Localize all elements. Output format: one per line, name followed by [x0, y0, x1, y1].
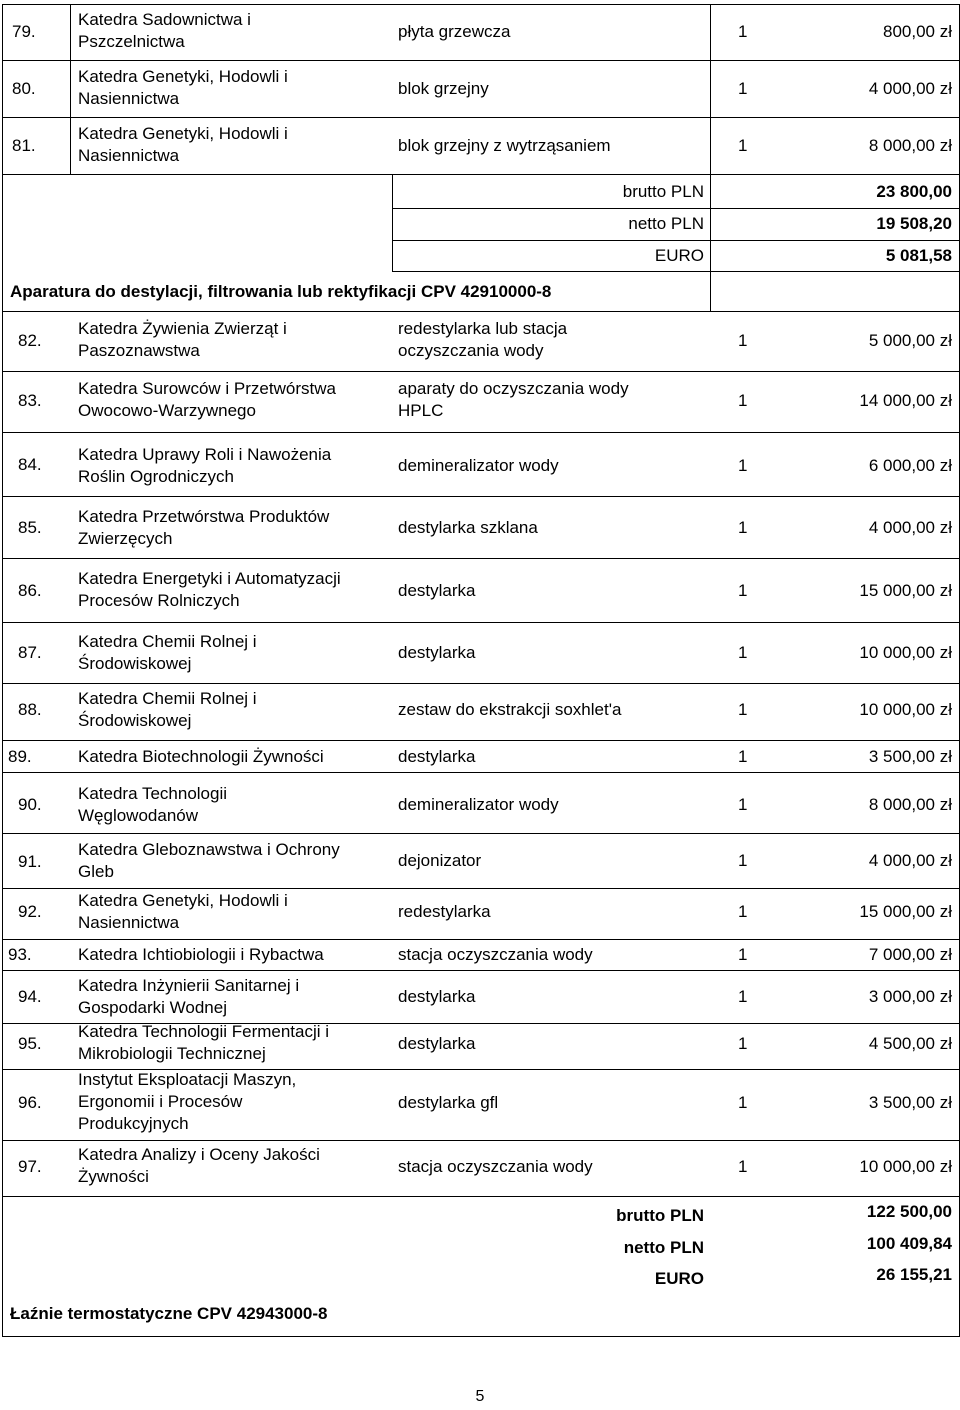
- row-number: 79.: [12, 22, 36, 41]
- item-name: redestylarka lub stacja oczyszczania wody: [398, 319, 568, 360]
- row-number: 96.: [18, 1093, 42, 1112]
- item-price: 4 000,00 zł: [868, 851, 952, 870]
- item-quantity: 1: [738, 902, 748, 921]
- department-name: Katedra Chemii Rolnej i Środowiskowej: [78, 632, 257, 673]
- department-name: Katedra Inżynierii Sanitarnej i Gospodarki Wodnej: [78, 976, 300, 1017]
- row-number: 87.: [18, 643, 42, 662]
- item-price: 4 000,00 zł: [868, 518, 952, 537]
- summary-label: EURO: [654, 246, 704, 265]
- item-quantity: 1: [738, 987, 748, 1006]
- row-number: 84.: [18, 455, 42, 474]
- item-quantity: 1: [738, 79, 748, 98]
- item-name: destylarka szklana: [398, 518, 538, 537]
- item-price: 10 000,00 zł: [859, 643, 952, 662]
- item-quantity: 1: [738, 331, 748, 350]
- summary-label: netto PLN: [628, 214, 704, 233]
- section-title: Aparatura do destylacji, filtrowania lub rektyfikacji CPV 42910000-8: [10, 282, 552, 301]
- item-name: blok grzejny z wytrząsaniem: [398, 136, 611, 155]
- item-quantity: 1: [738, 1157, 748, 1176]
- row-number: 88.: [18, 700, 42, 719]
- summary-label: brutto PLN: [622, 182, 704, 201]
- row-number: 95.: [18, 1034, 42, 1053]
- item-quantity: 1: [738, 1093, 748, 1112]
- item-name: redestylarka: [398, 902, 491, 921]
- summary-value: 100 409,84: [866, 1234, 952, 1253]
- department-name: Katedra Energetyki i Automatyzacji Procesów Rolniczych: [78, 569, 341, 610]
- summary-value: 26 155,21: [876, 1265, 952, 1284]
- department-name: Katedra Sadownictwa i Pszczelnictwa: [78, 10, 251, 51]
- item-name: destylarka gfl: [398, 1093, 499, 1112]
- item-name: płyta grzewcza: [398, 22, 511, 41]
- item-price: 15 000,00 zł: [859, 902, 952, 921]
- item-name: demineralizator wody: [398, 795, 559, 814]
- row-number: 86.: [18, 581, 42, 600]
- item-price: 3 500,00 zł: [868, 747, 952, 766]
- item-quantity: 1: [738, 518, 748, 537]
- item-quantity: 1: [738, 136, 748, 155]
- item-price: 10 000,00 zł: [859, 1157, 952, 1176]
- section-title: Łaźnie termostatyczne CPV 42943000-8: [10, 1304, 328, 1323]
- item-quantity: 1: [738, 22, 748, 41]
- row-number: 82.: [18, 331, 42, 350]
- department-name: Katedra Ichtiobiologii i Rybactwa: [78, 945, 324, 964]
- item-name: stacja oczyszczania wody: [398, 1157, 593, 1176]
- row-number: 97.: [18, 1157, 42, 1176]
- item-name: aparaty do oczyszczania wody HPLC: [398, 379, 629, 420]
- department-name: Katedra Genetyki, Hodowli i Nasiennictwa: [78, 124, 288, 165]
- item-name: dejonizator: [398, 851, 482, 870]
- item-price: 5 000,00 zł: [868, 331, 952, 350]
- item-name: destylarka: [398, 643, 476, 662]
- item-name: zestaw do ekstrakcji soxhlet'a: [398, 700, 622, 719]
- department-name: Katedra Genetyki, Hodowli i Nasiennictwa: [78, 67, 288, 108]
- item-price: 8 000,00 zł: [868, 795, 952, 814]
- item-price: 3 500,00 zł: [868, 1093, 952, 1112]
- department-name: Katedra Technologii Fermentacji i Mikrobiologii Technicznej: [78, 1022, 330, 1063]
- item-price: 3 000,00 zł: [868, 987, 952, 1006]
- row-number: 91.: [18, 852, 42, 871]
- item-quantity: 1: [738, 795, 748, 814]
- department-name: Katedra Żywienia Zwierząt i Paszoznawstwa: [78, 319, 287, 360]
- department-name: Katedra Surowców i Przetwórstwa Owocowo-Warzywnego: [78, 379, 336, 420]
- item-quantity: 1: [738, 747, 748, 766]
- department-name: Katedra Biotechnologii Żywności: [78, 747, 324, 766]
- row-number: 83.: [18, 391, 42, 410]
- item-quantity: 1: [738, 1034, 748, 1053]
- department-name: Katedra Genetyki, Hodowli i Nasiennictwa: [78, 891, 288, 932]
- department-name: Katedra Przetwórstwa Produktów Zwierzęcych: [78, 507, 330, 548]
- item-price: 7 000,00 zł: [868, 945, 952, 964]
- item-quantity: 1: [738, 945, 748, 964]
- item-quantity: 1: [738, 456, 748, 475]
- row-number: 81.: [12, 136, 36, 155]
- item-price: 4 500,00 zł: [868, 1034, 952, 1053]
- item-name: demineralizator wody: [398, 456, 559, 475]
- item-name: destylarka: [398, 581, 476, 600]
- item-price: 14 000,00 zł: [859, 391, 952, 410]
- page-number: 5: [475, 1388, 485, 1405]
- item-quantity: 1: [738, 391, 748, 410]
- item-price: 10 000,00 zł: [859, 700, 952, 719]
- summary-value: 5 081,58: [885, 246, 952, 265]
- summary-label: netto PLN: [623, 1238, 704, 1257]
- department-name: Katedra Chemii Rolnej i Środowiskowej: [78, 689, 257, 730]
- item-name: destylarka: [398, 1034, 476, 1053]
- item-name: blok grzejny: [398, 79, 489, 98]
- item-price: 15 000,00 zł: [859, 581, 952, 600]
- item-price: 6 000,00 zł: [868, 456, 952, 475]
- item-name: stacja oczyszczania wody: [398, 945, 593, 964]
- item-quantity: 1: [738, 643, 748, 662]
- item-price: 4 000,00 zł: [868, 79, 952, 98]
- summary-value: 122 500,00: [866, 1202, 952, 1221]
- summary-value: 23 800,00: [876, 182, 952, 201]
- row-number: 80.: [12, 79, 36, 98]
- department-name: Katedra Analizy i Oceny Jakości Żywności: [78, 1145, 320, 1186]
- department-name: Katedra Gleboznawstwa i Ochrony Gleb: [78, 840, 340, 881]
- item-price: 800,00 zł: [883, 22, 952, 41]
- item-name: destylarka: [398, 747, 476, 766]
- item-quantity: 1: [738, 851, 748, 870]
- department-name: Katedra Technologii Węglowodanów: [78, 784, 228, 825]
- row-number: 90.: [18, 795, 42, 814]
- item-quantity: 1: [738, 581, 748, 600]
- department-name: Instytut Eksploatacji Maszyn, Ergonomii i Procesów Produkcyjnych: [78, 1070, 297, 1133]
- summary-label: EURO: [654, 1269, 704, 1288]
- row-number: 85.: [18, 518, 42, 537]
- summary-label: brutto PLN: [616, 1206, 704, 1225]
- row-number: 89.: [8, 747, 32, 766]
- item-quantity: 1: [738, 700, 748, 719]
- item-name: destylarka: [398, 987, 476, 1006]
- row-number: 94.: [18, 987, 42, 1006]
- summary-value: 19 508,20: [876, 214, 952, 233]
- row-number: 93.: [8, 945, 32, 964]
- row-number: 92.: [18, 902, 42, 921]
- item-price: 8 000,00 zł: [868, 136, 952, 155]
- department-name: Katedra Uprawy Roli i Nawożenia Roślin Ogrodniczych: [78, 445, 332, 486]
